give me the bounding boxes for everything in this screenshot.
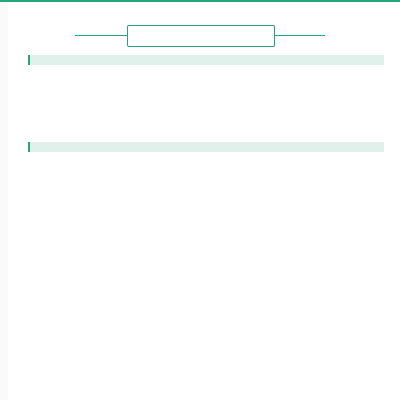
page-title [127,25,275,47]
section-heading-1 [28,55,384,65]
top-rule [0,0,400,2]
title-banner [75,25,325,45]
title-line-left [75,35,127,36]
section-heading-2 [28,142,384,152]
page-margin [0,0,8,400]
title-line-right [273,35,325,36]
